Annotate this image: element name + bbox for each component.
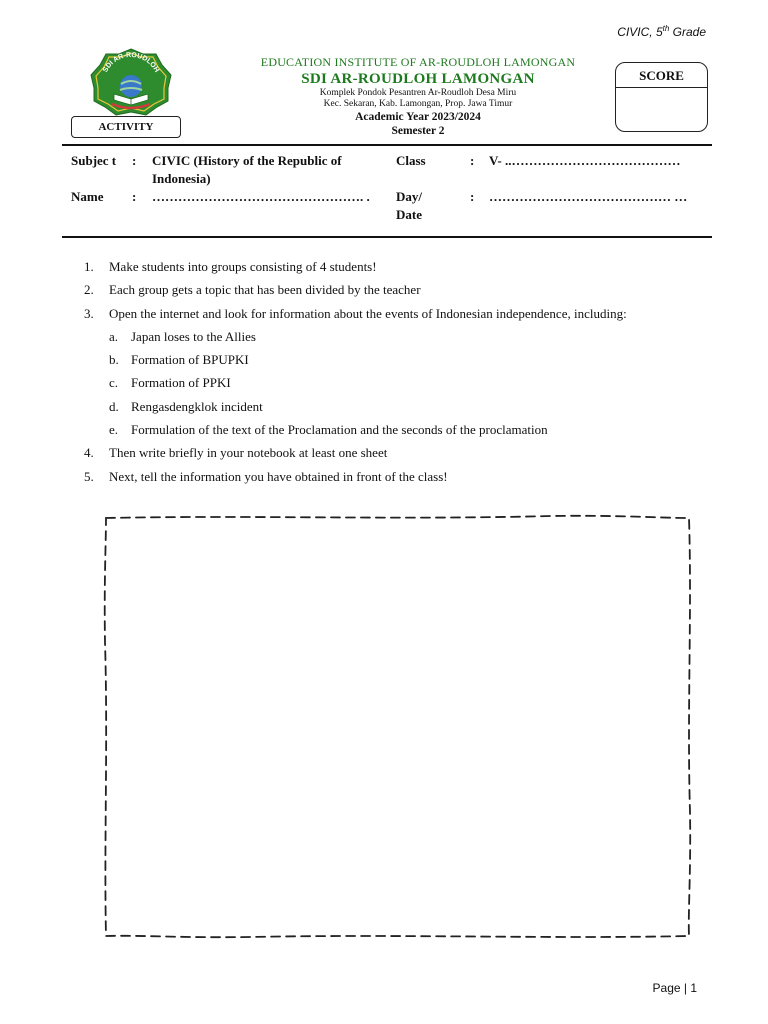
academic-year: Academic Year 2023/2024 bbox=[355, 111, 481, 123]
sub-item-letter: a. bbox=[109, 328, 119, 344]
sub-item bbox=[0, 325, 768, 348]
sub-item bbox=[0, 348, 768, 371]
name-value-field: …………………………………………. . bbox=[152, 189, 370, 204]
sub-item-letter: d. bbox=[109, 398, 119, 414]
institute-name: EDUCATION INSTITUTE OF AR-ROUDLOH LAMONGAN bbox=[260, 55, 576, 69]
item-text: Make students into groups consisting of 4 students! bbox=[109, 259, 377, 274]
name-label: Name bbox=[71, 189, 104, 204]
sub-item bbox=[0, 418, 768, 441]
school-name: SDI AR-ROUDLOH LAMONGAN bbox=[301, 71, 535, 87]
subject-label: Subjec t bbox=[71, 153, 117, 168]
item-text: Then write briefly in your notebook at least one sheet bbox=[109, 445, 388, 461]
class-colon: : bbox=[470, 153, 475, 168]
item-number: 2. bbox=[84, 282, 94, 298]
sub-item-letter: b. bbox=[109, 352, 119, 368]
sub-item-letter: c. bbox=[109, 375, 119, 391]
school-header bbox=[200, 55, 636, 138]
item-text: Next, tell the information you have obtained in front of the class! bbox=[109, 468, 448, 484]
address-line-1: Komplek Pondok Pesantren Ar-Roudloh Desa Miru bbox=[319, 88, 517, 98]
item-number: 4. bbox=[84, 445, 94, 461]
list-item bbox=[0, 255, 768, 278]
sub-item-text: Formation of PPKI bbox=[131, 375, 231, 391]
list-item bbox=[0, 302, 768, 325]
class-value-field: V- ..………………………………… bbox=[489, 153, 681, 168]
page-number: Page | 1 bbox=[652, 981, 697, 995]
sub-item-letter: e. bbox=[109, 422, 119, 438]
answer-area-dashed-box bbox=[100, 512, 696, 942]
item-number: 1. bbox=[84, 259, 94, 274]
subject-colon: : bbox=[132, 153, 137, 168]
class-label: Class bbox=[396, 153, 426, 168]
day-date-field: …………………………………… … bbox=[489, 189, 688, 204]
name-colon: : bbox=[132, 189, 137, 204]
header-divider bbox=[62, 144, 712, 146]
logo-text: SDI AR-ROUDLOH bbox=[102, 51, 160, 74]
item-text: Each group gets a topic that has been divided by the teacher bbox=[109, 282, 421, 298]
sub-item bbox=[0, 395, 768, 418]
address-line-2: Kec. Sekaran, Kab. Lamongan, Prop. Jawa Timur bbox=[323, 99, 513, 109]
subject-value: CIVIC (History of the Republic of Indonesia) bbox=[152, 153, 342, 186]
activity-label: ACTIVITY bbox=[71, 116, 181, 138]
sub-item-text: Formulation of the text of the Proclamation and the seconds of the proclamation bbox=[131, 422, 548, 438]
sub-item bbox=[0, 371, 768, 394]
day-colon: : bbox=[470, 189, 475, 204]
school-logo bbox=[88, 48, 174, 116]
info-divider bbox=[62, 236, 712, 238]
instruction-list bbox=[0, 255, 768, 488]
sub-item-text: Formation of BPUPKI bbox=[131, 352, 249, 368]
item-number: 5. bbox=[84, 468, 94, 484]
score-label: SCORE bbox=[616, 63, 707, 88]
list-item bbox=[0, 465, 768, 488]
sub-item-text: Japan loses to the Allies bbox=[131, 328, 256, 344]
semester: Semester 2 bbox=[391, 125, 445, 137]
item-number: 3. bbox=[84, 305, 94, 321]
day-date-label: Day/ Date bbox=[396, 189, 422, 222]
list-item bbox=[0, 278, 768, 301]
item-text: Open the internet and look for information about the events of Indonesian independence, including: bbox=[109, 305, 627, 321]
sub-item-text: Rengasdengklok incident bbox=[131, 398, 263, 414]
list-item bbox=[0, 441, 768, 464]
subject-grade-note: CIVIC, 5th Grade bbox=[617, 24, 706, 39]
